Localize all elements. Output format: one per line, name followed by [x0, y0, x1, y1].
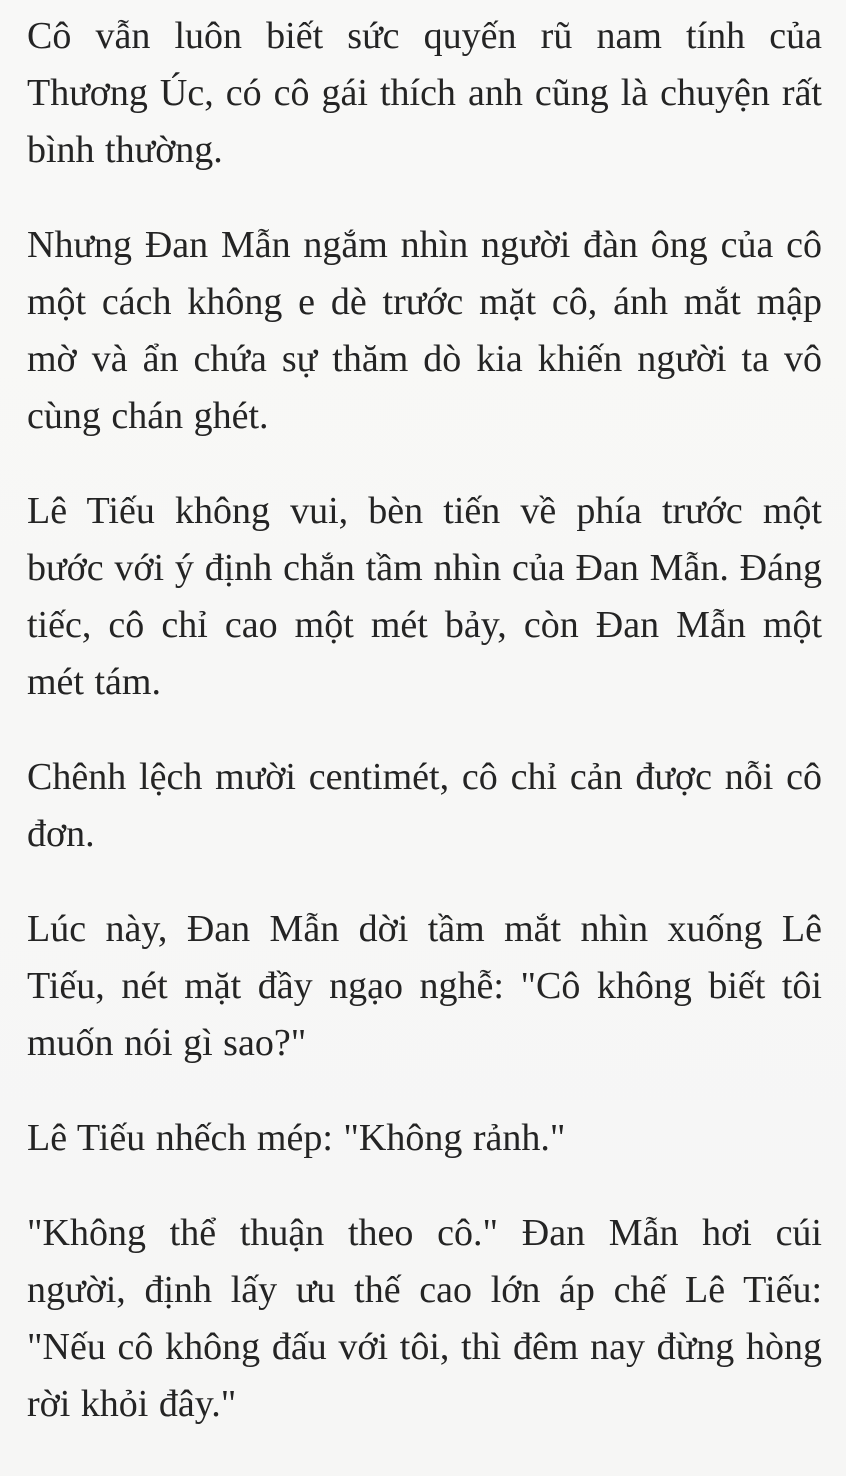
novel-paragraph: Lê Tiếu nhếch mép: "Không rảnh." — [27, 1117, 566, 1159]
novel-paragraph: Lúc này, Đan Mẫn dời tầm mắt nhìn xuống Lê Tiếu, nét mặt đầy ngạo nghễ: "Cô không biết tôi muốn nói gì sao?" — [27, 908, 822, 1064]
novel-paragraph: "Không thể thuận theo cô." Đan Mẫn hơi cúi người, định lấy ưu thế cao lớn áp chế Lê Tiếu: "Nếu cô không đấu với tôi, thì đêm nay đừng hòng rời khỏi đây." — [27, 1212, 822, 1425]
novel-paragraph: Nhưng Đan Mẫn ngắm nhìn người đàn ông của cô một cách không e dè trước mặt cô, ánh mắt mập mờ và ẩn chứa sự thăm dò kia khiến người ta vô cùng chán ghét. — [27, 224, 822, 437]
novel-paragraph: Chênh lệch mười centimét, cô chỉ cản được nỗi cô đơn. — [27, 756, 822, 855]
novel-paragraph: Lê Tiếu không vui, bèn tiến về phía trước một bước với ý định chắn tầm nhìn của Đan Mẫn. Đáng tiếc, cô chỉ cao một mét bảy, còn Đan Mẫn một mét tám. — [27, 490, 822, 703]
novel-paragraph: Cô vẫn luôn biết sức quyến rũ nam tính của Thương Úc, có cô gái thích anh cũng là chuyện rất bình thường. — [27, 15, 822, 171]
